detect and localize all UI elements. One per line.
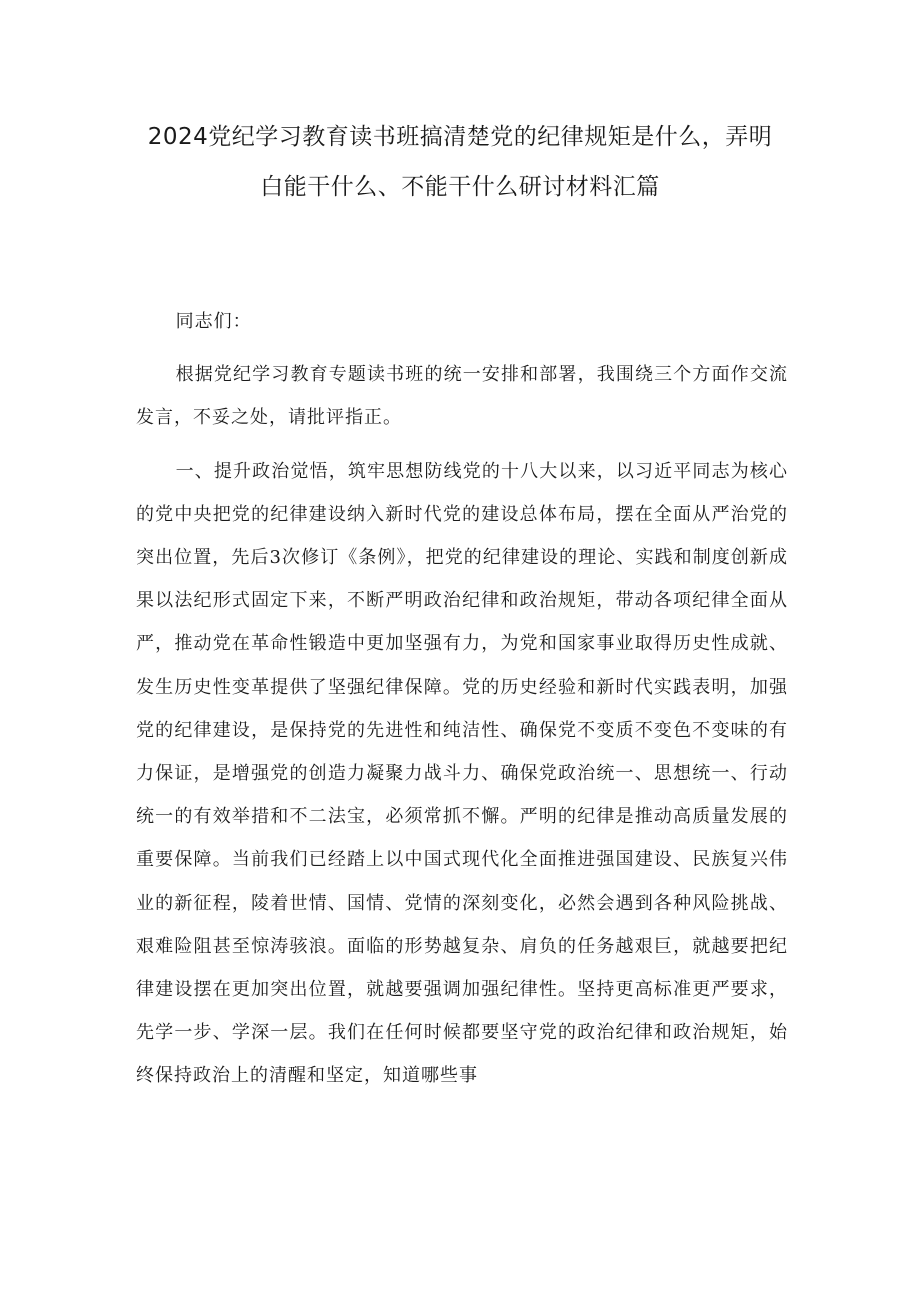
- title-line-1: 2024党纪学习教育读书班搞清楚党的纪律规矩是什么，弄明: [147, 124, 773, 150]
- document-body: [136, 300, 788, 1098]
- salutation: 同志们：: [175, 311, 252, 332]
- paragraph-1: 根据党纪学习教育专题读书班的统一安排和部署，我围绕三个方面作交流发言，不妥之处，请批评指正。: [136, 364, 788, 429]
- title-line-2: 白能干什么、不能干什么研讨材料汇篇: [260, 174, 660, 200]
- paragraph-2: 一、提升政治觉悟，筑牢思想防线党的十八大以来，以习近平同志为核心的党中央把党的纪律建设纳入新时代党的建设总体布局，摆在全面从严治党的突出位置，先后3次修订《条例》，把党的纪律建设的理论、实践和制度创新成果以法纪形式固定下来，不断严明政治纪律和政治规矩，带动各项纪律全面从严，推动党在革命性锻造中更加坚强有力，为党和国家事业取得历史性成就、发生历史性变革提供了坚强纪律保障。党的历史经验和新时代实践表明，加强党的纪律建设，是保持党的先进性和纯洁性、确保党不变质不变色不变味的有力保证，是增强党的创造力凝聚力战斗力、确保党政治统一、思想统一、行动统一的有效举措和不二法宝，必须常抓不懈。严明的纪律是推动高质量发展的重要保障。当前我们已经踏上以中国式现代化全面推进强国建设、民族复兴伟业的新征程，陵着世情、国情、党情的深刻变化，必然会遇到各种风险挑战、艰难险阻甚至惊涛骇浪。面临的形势越复杂、肩负的任务越艰巨，就越要把纪律建设摆在更加突出位置，就越要强调加强纪律性。坚持更高标准更严要求，先学一步、学深一层。我们在任何时候都要坚守党的政治纪律和政治规矩，始终保持政治上的清醒和坚定，知道哪些事: [136, 460, 788, 1087]
- document-title: [110, 112, 810, 212]
